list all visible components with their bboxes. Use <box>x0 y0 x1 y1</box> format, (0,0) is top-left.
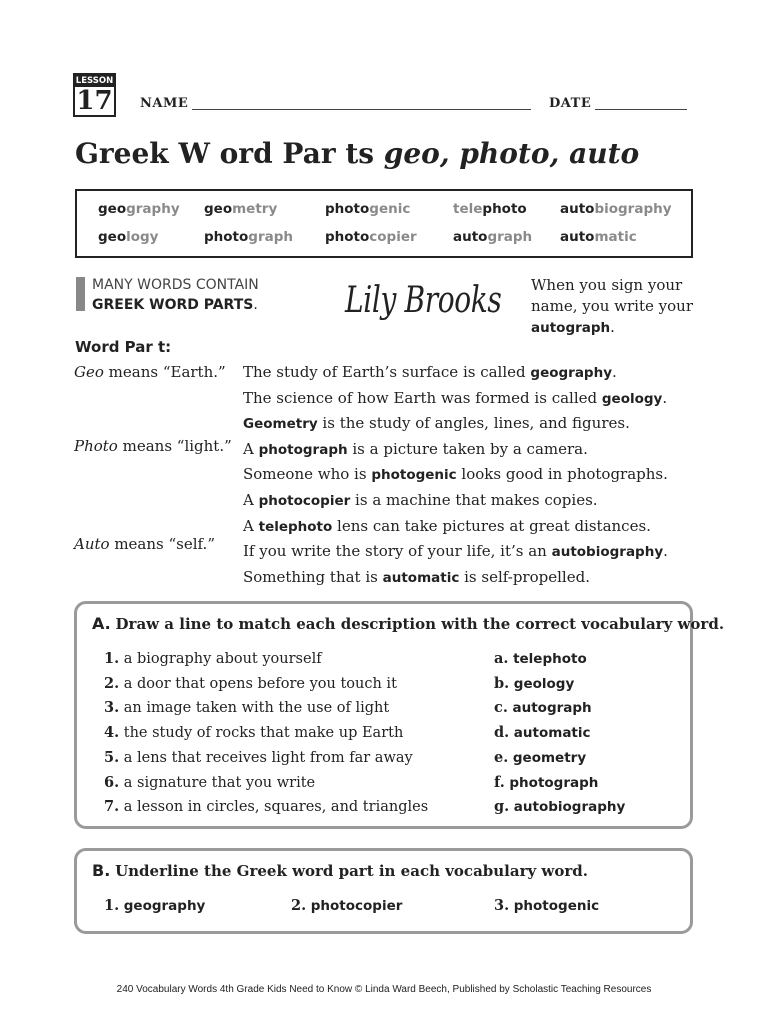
title-word-parts: geo, photo, auto <box>383 137 640 170</box>
vocab-word: automatic <box>560 229 637 245</box>
auto-meaning: Auto means “self.” <box>74 535 215 553</box>
vocab-word: photocopier <box>325 229 417 245</box>
vocab-word: geometry <box>204 201 278 217</box>
description-item: 2. a door that opens before you touch it <box>104 674 397 692</box>
geo-meaning: Geo means “Earth.” <box>74 363 226 381</box>
page-title <box>75 137 639 170</box>
description-item: 7. a lesson in circles, squares, and triangles <box>104 798 429 816</box>
word-part-heading: Word Par t: <box>75 338 172 356</box>
definition-line: The study of Earth’s surface is called geography. <box>243 363 617 381</box>
underline-item: 3. photogenic <box>494 897 600 914</box>
title-main: Greek W ord Par ts <box>75 137 375 170</box>
description-item: 4. the study of rocks that make up Earth <box>104 724 404 742</box>
date-field[interactable] <box>595 109 687 110</box>
match-word: d. automatic <box>494 724 591 742</box>
section-a-instruction: A. Draw a line to match each description with the correct vocabulary word. <box>92 614 725 633</box>
date-label: DATE <box>549 96 592 111</box>
section-b-instruction: B. Underline the Greek word part in each vocabulary word. <box>92 861 588 880</box>
description-item: 1. a biography about yourself <box>104 650 322 667</box>
signature-example: Lily Brooks <box>345 280 502 321</box>
match-word: a. telephoto <box>494 650 587 667</box>
footer-credit: 240 Vocabulary Words 4th Grade Kids Need to Know © Linda Ward Beech, Published by Scholastic Teaching Resources <box>116 984 652 995</box>
definition-line: Geometry is the study of angles, lines, and figures. <box>243 414 630 433</box>
lesson-label: LESSON <box>75 76 114 86</box>
vocab-word: autograph <box>453 229 533 245</box>
underline-item: 2. photocopier <box>291 897 403 914</box>
match-word: g. autobiography <box>494 798 626 816</box>
match-word: f. photograph <box>494 773 599 791</box>
tagline-line1: MANY WORDS CONTAIN <box>92 277 259 293</box>
match-word: b. geology <box>494 674 575 692</box>
vocab-word: telephoto <box>453 201 527 217</box>
name-field[interactable] <box>192 109 531 110</box>
vocab-word: photogenic <box>325 201 411 217</box>
name-label: NAME <box>140 96 189 111</box>
definition-line: If you write the story of your life, it’s an autobiography. <box>243 542 668 561</box>
definition-list <box>243 360 668 590</box>
description-item: 3. an image taken with the use of light <box>104 699 390 717</box>
lesson-badge <box>73 73 116 117</box>
section-a-descriptions <box>104 647 428 820</box>
definition-line: The science of how Earth was formed is called geology. <box>243 388 668 407</box>
vocab-word: autobiography <box>560 201 672 217</box>
definition-line: Someone who is photogenic looks good in photographs. <box>243 465 668 484</box>
definition-line: Something that is automatic is self-propelled. <box>243 567 590 586</box>
signature-caption: When you sign your name, you write your autograph. <box>531 276 693 336</box>
description-item: 6. a signature that you write <box>104 773 316 791</box>
lesson-number: 17 <box>76 86 113 116</box>
vocab-word: geology <box>98 229 159 245</box>
definition-line: A photograph is a picture taken by a camera. <box>243 439 588 458</box>
definition-line: A telephoto lens can take pictures at great distances. <box>243 516 651 535</box>
photo-meaning: Photo means “light.” <box>74 437 232 455</box>
definition-line: A photocopier is a machine that makes copies. <box>243 490 598 509</box>
vocab-word: photograph <box>204 229 293 245</box>
tagline-bar <box>76 277 85 311</box>
tagline-line2: GREEK WORD PARTS. <box>92 297 258 313</box>
vocab-word: geography <box>98 201 180 217</box>
vocabulary-word-box <box>75 189 693 258</box>
match-word: c. autograph <box>494 699 592 717</box>
match-word: e. geometry <box>494 748 587 766</box>
description-item: 5. a lens that receives light from far away <box>104 748 413 766</box>
underline-item: 1. geography <box>104 897 206 914</box>
section-a-words <box>494 647 625 820</box>
